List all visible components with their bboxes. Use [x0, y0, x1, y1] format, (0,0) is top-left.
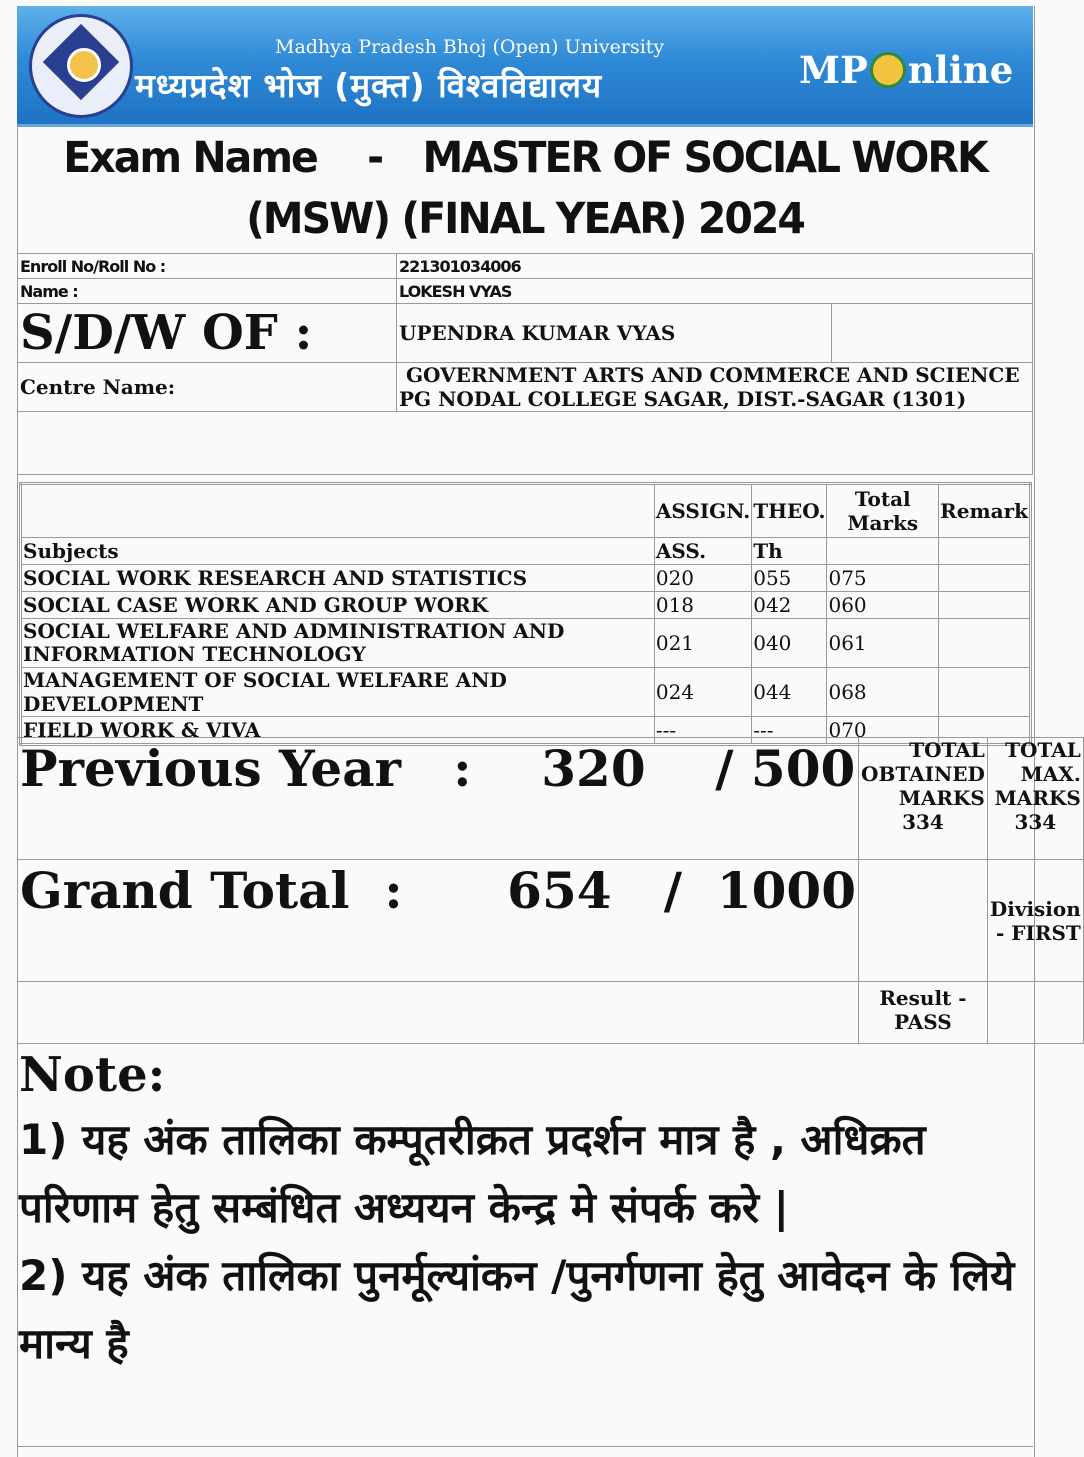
parent-extra-cell [832, 304, 1033, 363]
name-value: LOKESH VYAS [397, 279, 1033, 304]
total-marks: 061 [827, 619, 939, 668]
subheader-ass: ASS. [654, 538, 751, 565]
exam-title [17, 127, 1033, 253]
spacer-row [18, 412, 1033, 475]
total-marks: 070 [827, 717, 939, 745]
remark [939, 619, 1031, 668]
university-banner [17, 6, 1033, 127]
remark [939, 592, 1031, 619]
summary-blank [987, 982, 1083, 1044]
th-marks: 044 [752, 668, 827, 717]
mponline-emblem-icon [870, 52, 906, 88]
subheader-subjects: Subjects [21, 538, 655, 565]
division: Division - FIRST [987, 860, 1083, 982]
subject-name: SOCIAL WELFARE AND ADMINISTRATION AND INFORMATION TECHNOLOGY [21, 619, 655, 668]
summary-table [17, 737, 1084, 1044]
bottom-divider [17, 1446, 1033, 1447]
parent-label: S/D/W OF : [18, 304, 397, 363]
note-line-2: 2) यह अंक तालिका पुनर्मूल्यांकन /पुनर्गणना हेतु आवेदन के लिये मान्य है [19, 1251, 1015, 1368]
total-max-value: 334 [1014, 810, 1057, 834]
total-marks: 060 [827, 592, 939, 619]
header-remark: Remark [939, 484, 1031, 538]
header-assign: ASSIGN. [654, 484, 751, 538]
subject-name: FIELD WORK & VIVA [21, 717, 655, 745]
header-total-marks: Total Marks [827, 484, 939, 538]
th-marks: 055 [752, 565, 827, 592]
subject-name: SOCIAL WORK RESEARCH AND STATISTICS [21, 565, 655, 592]
enroll-label: Enroll No/Roll No : [18, 254, 397, 279]
table-row [21, 565, 1031, 592]
exam-name-label: Exam Name [63, 132, 317, 183]
total-obtained [859, 738, 988, 860]
name-label: Name : [18, 279, 397, 304]
ass-marks: 020 [654, 565, 751, 592]
th-marks: 040 [752, 619, 827, 668]
table-row [21, 668, 1031, 717]
enroll-value: 221301034006 [397, 254, 1033, 279]
th-marks: 042 [752, 592, 827, 619]
table-row [21, 592, 1031, 619]
subheader-th: Th [752, 538, 827, 565]
total-marks: 068 [827, 668, 939, 717]
total-max-label: TOTAL MAX. MARKS [994, 738, 1081, 810]
subheader-blank [939, 538, 1031, 565]
subject-name: SOCIAL CASE WORK AND GROUP WORK [21, 592, 655, 619]
table-row [21, 619, 1031, 668]
total-max [987, 738, 1083, 860]
parent-value: UPENDRA KUMAR VYAS [397, 304, 832, 363]
grand-total: Grand Total : 654 / 1000 [18, 860, 859, 982]
summary-blank [859, 860, 988, 982]
university-name-hindi: मध्यप्रदेश भोज (मुक्त) विश्वविद्यालय [135, 66, 603, 105]
marks-header-blank [21, 484, 655, 538]
subheader-blank [827, 538, 939, 565]
note-section [19, 1044, 1029, 1378]
marks-table [19, 482, 1032, 746]
centre-value: GOVERNMENT ARTS AND COMMERCE AND SCIENCE PG NODAL COLLEGE SAGAR, DIST.-SAGAR (1301) [397, 363, 1033, 412]
remark [939, 668, 1031, 717]
th-marks: --- [752, 717, 827, 745]
result: Result - PASS [859, 982, 988, 1044]
subject-name: MANAGEMENT OF SOCIAL WELFARE AND DEVELOPMENT [21, 668, 655, 717]
ass-marks: 018 [654, 592, 751, 619]
total-obtained-value: 334 [902, 810, 944, 834]
ass-marks: 021 [654, 619, 751, 668]
mponline-logo [799, 48, 1013, 92]
university-name-english: Madhya Pradesh Bhoj (Open) University [275, 36, 665, 58]
ass-marks: 024 [654, 668, 751, 717]
exam-name-separator: - [367, 132, 383, 183]
student-info-table [17, 253, 1033, 475]
header-theo: THEO. [752, 484, 827, 538]
remark [939, 565, 1031, 592]
summary-blank [18, 982, 859, 1044]
note-title: Note: [19, 1047, 166, 1103]
previous-year-total: Previous Year : 320 / 500 [18, 738, 859, 860]
note-line-1: 1) यह अंक तालिका कम्पूतरीक्रत प्रदर्शन मात्र है , अधिक्रत परिणाम हेतु सम्बंधित अध्ययन केन्द्र मे संपर्क करे | [19, 1115, 926, 1232]
exam-name-value: MASTER OF SOCIAL WORK (MSW) (FINAL YEAR) 2024 [246, 132, 987, 244]
ass-marks: --- [654, 717, 751, 745]
total-marks: 075 [827, 565, 939, 592]
total-obtained-label: TOTAL OBTAINED MARKS [861, 738, 985, 810]
centre-label: Centre Name: [18, 363, 397, 412]
mponline-logo-right: nline [907, 48, 1014, 92]
university-emblem-icon [29, 14, 133, 118]
mponline-logo-left: MP [799, 48, 868, 92]
